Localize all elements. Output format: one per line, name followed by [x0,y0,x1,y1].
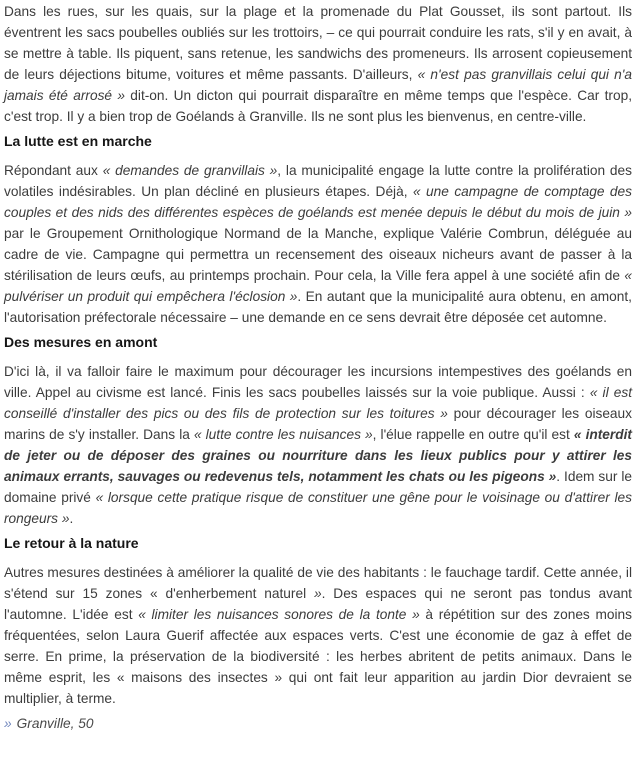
text-segment: D'ici là, il va falloir faire le maximum pour décourager les incursions intempestives des goélands en ville. Appel au civisme est lancé. Finis les sacs poubelles laissés sur la voie publique. Aussi : [4,364,632,400]
text-segment: . [69,511,74,526]
text-segment: Répondant aux [4,163,103,178]
text-segment: . En autant que la municipalité aura obtenu, en amont, l'autorisation préfectorale nécessaire – une demande en ce sens devrait être déposée cet automne. [4,289,632,325]
quote-segment: « il est conseillé d'installer des pics ou des fils de protection sur les toitures » [4,385,633,421]
paragraph [4,1,632,127]
text-segment: pour décourager les oiseaux marins de s'y installer. Dans la [4,406,633,442]
text-segment: à répétition sur des zones moins fréquentées, selon Laura Guerif affectée aux espaces verts. C'est une économie de gaz à effet de serre. En prime, la préservation de la biodiversité : les herbes abritent de petits animaux. Dans le même esprit, les « maisons des insectes » qui ont fait leur apparition au jardin Dior devraient se multiplier, à terme. [4,607,632,706]
paragraph [4,160,632,328]
quote-segment: « limiter les nuisances sonores de la tonte » [138,607,420,622]
quote-segment: « lutte contre les nuisances » [193,427,373,442]
quote-segment: « demandes de granvillais » [102,163,278,178]
quote-segment: « pulvériser un produit qui empêchera l'éclosion » [4,268,632,304]
section-heading: La lutte est en marche [4,133,152,149]
source-line [4,713,632,734]
text-segment: , l'élue rappelle en outre qu'il est [372,427,574,442]
quote-segment: « n'est pas granvillais celui qui n'a jamais été arrosé » [4,67,632,103]
text-segment: dit-on. Un dicton qui pourrait disparaître en même temps que l'espèce. Car trop, c'est trop. Il y a bien trop de Goélands à Granville. Ils ne sont plus les bienvenus, en centre-ville. [4,88,632,124]
section-heading: Le retour à la nature [4,535,139,551]
paragraph [4,562,632,709]
source-marker: » [4,716,12,731]
quote-segment: « lorsque cette pratique risque de constituer une gêne pour le voisinage ou d'attirer les rongeurs » [4,490,632,526]
text-segment: Autres mesures destinées à améliorer la qualité de vie des habitants : le fauchage tardif. Cette année, il s'étend sur 15 zones « d'enherbement naturel [4,565,632,601]
text-segment: . Idem sur le domaine privé [4,469,632,505]
source-text: Granville, 50 [16,716,94,731]
text-segment: . Des espaces qui ne seront pas tondus avant l'automne. L'idée est [4,586,632,622]
section-heading: Des mesures en amont [4,334,158,350]
quote-segment: « une campagne de comptage des couples et des nids des différentes espèces de goélands est menée depuis le début du mois de juin » [4,184,632,220]
quote-segment: « interdit de jeter ou de déposer des graines ou nourriture dans les lieux publics pour y attirer les animaux errants, sauvages ou redevenus tels, notamment les chats ou les pigeons » [4,427,632,484]
quote-segment: » [314,586,322,601]
text-segment: par le Groupement Ornithologique Normand de la Manche, explique Valérie Combrun, déléguée au cadre de vie. Campagne qui permettra un recensement des oiseaux nicheurs avant de passer à la stérilisation de leurs œufs, au printemps prochain. Pour cela, la Ville fera appel à une société afin de [4,226,632,283]
text-segment: Dans les rues, sur les quais, sur la plage et la promenade du Plat Gousset, ils sont partout. Ils éventrent les sacs poubelles oubliés sur les trottoirs, – ce qui pourrait conduire les rats, s'il y en avait, à se mettre à table. Ils piquent, sans retenue, les sandwichs des promeneurs. Ils arrosent copieusement de leurs déjections bitume, voitures et même passants. D'ailleurs, [4,4,632,82]
text-segment: , la municipalité engage la lutte contre la prolifération des volatiles indésirables. Un plan décliné en plusieurs étapes. Déjà, [4,163,632,199]
paragraph [4,361,632,529]
